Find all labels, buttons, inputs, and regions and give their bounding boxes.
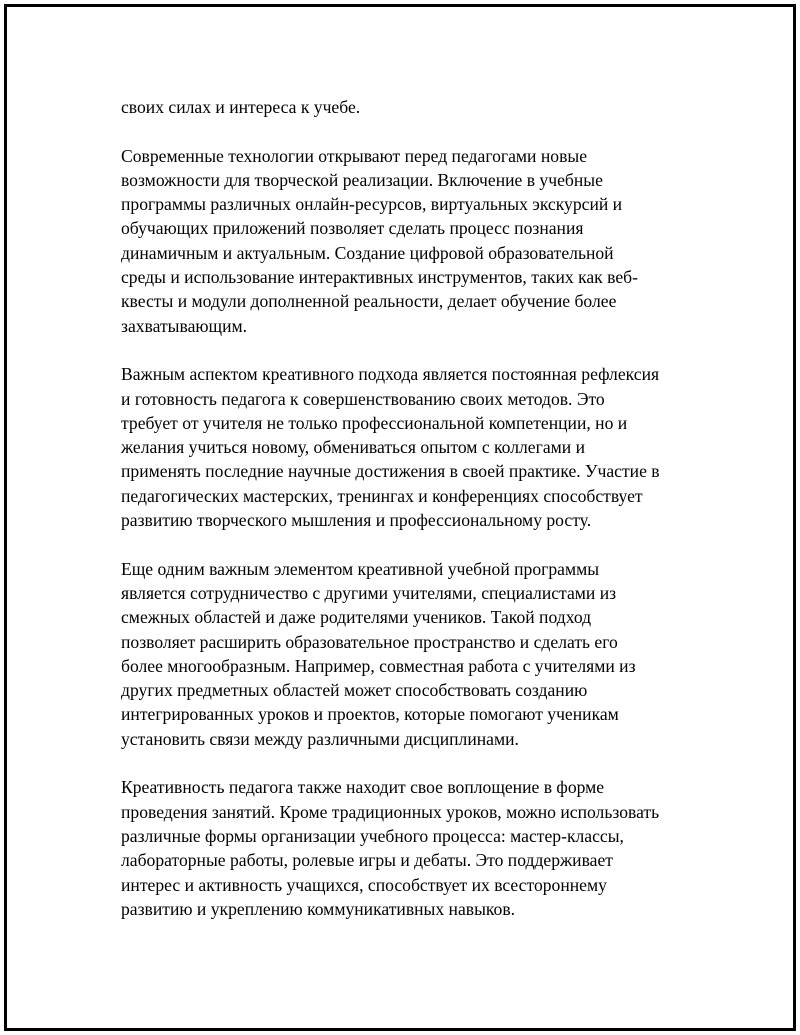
text-line: возможности для творческой реализации. Включение в учебные (121, 169, 603, 190)
text-line: и готовность педагога к совершенствованию своих методов. Это (121, 388, 605, 409)
text-line: проведения занятий. Кроме традиционных уроков, можно использовать (121, 801, 660, 822)
text-line: других предметных областей может способствовать созданию (121, 680, 588, 701)
text-line: более многообразным. Например, совместная работа с учителями из (121, 655, 636, 676)
text-line: Важным аспектом креативного подхода является постоянная рефлексия (121, 364, 660, 385)
text-line: своих силах и интереса к учебе. (121, 97, 361, 117)
text-line: захватывающим. (121, 315, 248, 336)
text-line: педагогических мастерских, тренингах и конференциях способствует (121, 485, 643, 506)
text-line: различные формы организации учебного процесса: мастер-классы, (121, 825, 624, 846)
page-frame (4, 4, 796, 1031)
text-line: применять последние научные достижения в своей практике. Участие в (121, 461, 660, 482)
text-line: Еще одним важным элементом креативной учебной программы (121, 558, 600, 579)
text-line: желания учиться новому, обмениваться опытом с коллегами и (121, 437, 585, 458)
page-content (121, 95, 701, 945)
text-line: требует от учителя не только профессиональной компетенции, но и (121, 412, 628, 433)
text-line: динамичным и актуальным. Создание цифровой образовательной (121, 242, 614, 263)
text-line: позволяет расширить образовательное пространство и сделать его (121, 631, 618, 652)
text-line: среды и использование интерактивных инструментов, таких как веб- (121, 267, 638, 288)
text-line: развитию творческого мышления и профессиональному росту. (121, 510, 592, 531)
text-line: Креативность педагога также находит свое воплощение в форме (121, 777, 605, 798)
text-line: обучающих приложений позволяет сделать процесс познания (121, 218, 584, 239)
text-line: квесты и модули дополненной реальности, делает обучение более (121, 291, 617, 312)
text-line: смежных областей и даже родителями учеников. Такой подход (121, 607, 592, 628)
text-line: установить связи между различными дисциплинами. (121, 728, 519, 749)
paragraph (121, 775, 701, 921)
paragraph (121, 144, 701, 338)
text-line: лабораторные работы, ролевые игры и дебаты. Это поддерживает (121, 850, 613, 871)
paragraph (121, 362, 701, 532)
text-line: является сотрудничество с другими учителями, специалистами из (121, 582, 617, 603)
text-line: программы различных онлайн-ресурсов, виртуальных экскурсий и (121, 194, 623, 215)
text-line: интерес и активность учащихся, способствует их всестороннему (121, 874, 607, 895)
text-line: Современные технологии открывают перед педагогами новые (121, 145, 588, 166)
text-line: развитию и укреплению коммуникативных навыков. (121, 898, 516, 919)
text-line: интегрированных уроков и проектов, которые помогают ученикам (121, 704, 619, 725)
paragraph (121, 557, 701, 751)
paragraph (121, 95, 701, 119)
